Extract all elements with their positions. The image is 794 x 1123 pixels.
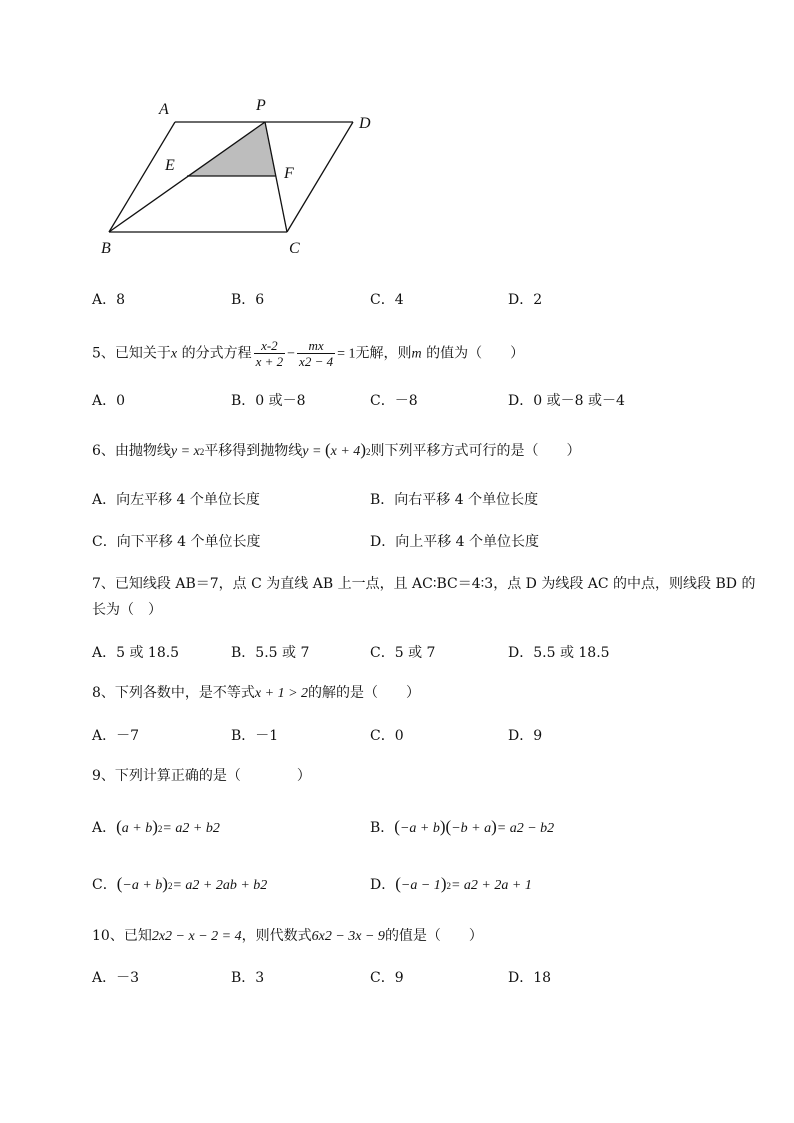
q9-c-inner: −a + b — [122, 878, 163, 893]
q8-expr: x + 1 > 2 — [254, 686, 309, 701]
q6-option-b[interactable]: B．向右平移 4 个单位长度 — [370, 492, 539, 508]
q5-fraction-2 — [297, 338, 335, 369]
label-d: D — [359, 115, 371, 132]
q9-d-exp: 2 — [446, 881, 451, 891]
q10-expr1: 2x2 − x − 2 = 4 — [151, 929, 242, 944]
q6-option-c[interactable]: C．向下平移 4 个单位长度 — [92, 534, 261, 550]
label-b: B — [101, 240, 111, 257]
q6-expr2b: x + 4 — [330, 444, 361, 459]
label-p: P — [256, 97, 266, 114]
q8-stem — [92, 684, 420, 703]
q9-b-rhs: = a2 − b2 — [496, 821, 555, 836]
q9-c-rhs: = a2 + 2ab + b2 — [172, 878, 268, 893]
q9-stem: 9、下列计算正确的是（ ） — [92, 768, 311, 784]
q5-option-c[interactable]: C．－8 — [370, 393, 418, 409]
q5-suffix2: 的值为（ ） — [421, 345, 525, 362]
q5-mid: 的分式方程 — [177, 345, 252, 362]
q5-minus: − — [287, 346, 296, 362]
q5-frac1-num: x-2 — [254, 338, 286, 354]
q10-option-c[interactable]: C．9 — [370, 970, 404, 986]
q8-option-c[interactable]: C．0 — [370, 728, 404, 744]
q5-eq: = 1 — [337, 346, 356, 362]
q4-option-c[interactable]: C．4 — [370, 292, 404, 308]
q5-option-b[interactable]: B．0 或－8 — [231, 393, 306, 409]
q5-stem — [92, 338, 524, 369]
q6-prefix: 6、由抛物线 — [92, 443, 171, 459]
q7-option-b[interactable]: B．5.5 或 7 — [231, 645, 310, 661]
q4-option-a[interactable]: A．8 — [92, 292, 126, 308]
q6-expr1: y = x — [170, 444, 200, 459]
q9-b-inner2: −b + a — [451, 821, 492, 836]
q5-suffix1: 无解，则 — [355, 345, 412, 362]
q5-var-m: m — [411, 346, 422, 362]
q10-stem — [92, 927, 483, 946]
q9-option-d[interactable]: D．$(-a - 1)^2= a2 + 2a + 1$ — [370, 874, 532, 893]
q10-expr2: 6x2 − 3x − 9 — [311, 929, 385, 944]
q9-a-inner: a + b — [121, 821, 153, 836]
q7-stem-line2: 长为（ ） — [92, 602, 162, 618]
q6-mid: 平移得到抛物线 — [204, 443, 303, 459]
parallelogram-figure — [95, 92, 385, 262]
q5-frac1-den: x + 2 — [255, 354, 284, 369]
q6-exp1: 2 — [199, 447, 205, 457]
q9-a-exp: 2 — [157, 824, 163, 834]
label-e: E — [165, 157, 175, 174]
q9-c-label: C． — [92, 877, 117, 893]
q5-prefix: 5、已知关于 — [92, 345, 171, 362]
q9-option-c[interactable]: C．$(-a + b)^2= a2 + 2ab + b2$ — [92, 874, 268, 893]
q7-option-a[interactable]: A．5 或 18.5 — [92, 645, 180, 661]
label-f: F — [284, 165, 294, 182]
q6-stem: 6、由抛物线$y = x^2$平移得到抛物线$y = (x + 4)^2$则下列平移方式可行的是（ ） — [92, 440, 581, 459]
q9-c-exp: 2 — [167, 881, 173, 891]
q9-a-rhs: = a2 + b2 — [162, 821, 220, 836]
segment-ab — [109, 122, 175, 232]
q7-option-c[interactable]: C．5 或 7 — [370, 645, 436, 661]
q9-option-a[interactable]: A．$(a + b)^2= a2 + b2$ — [92, 817, 220, 836]
q9-option-b[interactable]: B．(−a + b)(−b + a)= a2 − b2 — [370, 817, 555, 836]
q9-a-label: A． — [92, 820, 117, 836]
q5-var-x: x — [170, 346, 178, 362]
q8-option-b[interactable]: B．－1 — [231, 728, 279, 744]
label-c: C — [289, 240, 300, 257]
q6-expr2a: y = — [302, 444, 325, 459]
q9-b-label: B． — [370, 820, 395, 836]
q9-b-inner1: −a + b — [399, 821, 440, 836]
q8-suffix: 的解的是（ ） — [308, 685, 421, 701]
q9-d-inner: −a − 1 — [400, 878, 441, 893]
segment-cd — [287, 122, 353, 232]
q6-suffix: 则下列平移方式可行的是（ ） — [370, 443, 581, 459]
q5-option-d[interactable]: D．0 或－8 或－4 — [508, 393, 625, 409]
q10-option-b[interactable]: B．3 — [231, 970, 265, 986]
q10-option-d[interactable]: D．18 — [508, 970, 552, 986]
label-a: A — [159, 101, 169, 118]
q5-option-a[interactable]: A．0 — [92, 393, 126, 409]
q5-frac2-num: mx — [297, 338, 335, 354]
q9-d-rhs: = a2 + 2a + 1 — [450, 878, 532, 893]
q10-prefix: 10、已知 — [92, 928, 152, 944]
q7-stem-line1: 7、已知线段 AB＝7，点 C 为直线 AB 上一点，且 AC∶BC＝4∶3，点 D 为线段 AC 的中点，则线段 BD 的 — [92, 576, 756, 592]
q10-mid: ，则代数式 — [241, 928, 312, 944]
q6-exp2: 2 — [365, 447, 371, 457]
q8-option-a[interactable]: A．－7 — [92, 728, 140, 744]
q10-suffix: 的值是（ ） — [384, 928, 483, 944]
segment-pb — [109, 122, 265, 232]
q4-option-b[interactable]: B．6 — [231, 292, 265, 308]
q8-option-d[interactable]: D．9 — [508, 728, 543, 744]
q4-option-d[interactable]: D．2 — [508, 292, 543, 308]
q5-fraction-1 — [254, 338, 286, 369]
q6-option-d[interactable]: D．向上平移 4 个单位长度 — [370, 534, 540, 550]
q5-frac2-den: x2 − 4 — [299, 354, 334, 369]
q6-option-a[interactable]: A．向左平移 4 个单位长度 — [92, 492, 260, 508]
q7-option-d[interactable]: D．5.5 或 18.5 — [508, 645, 610, 661]
q10-option-a[interactable]: A．－3 — [92, 970, 140, 986]
q8-prefix: 8、下列各数中，是不等式 — [92, 685, 255, 701]
q9-d-label: D． — [370, 877, 396, 893]
